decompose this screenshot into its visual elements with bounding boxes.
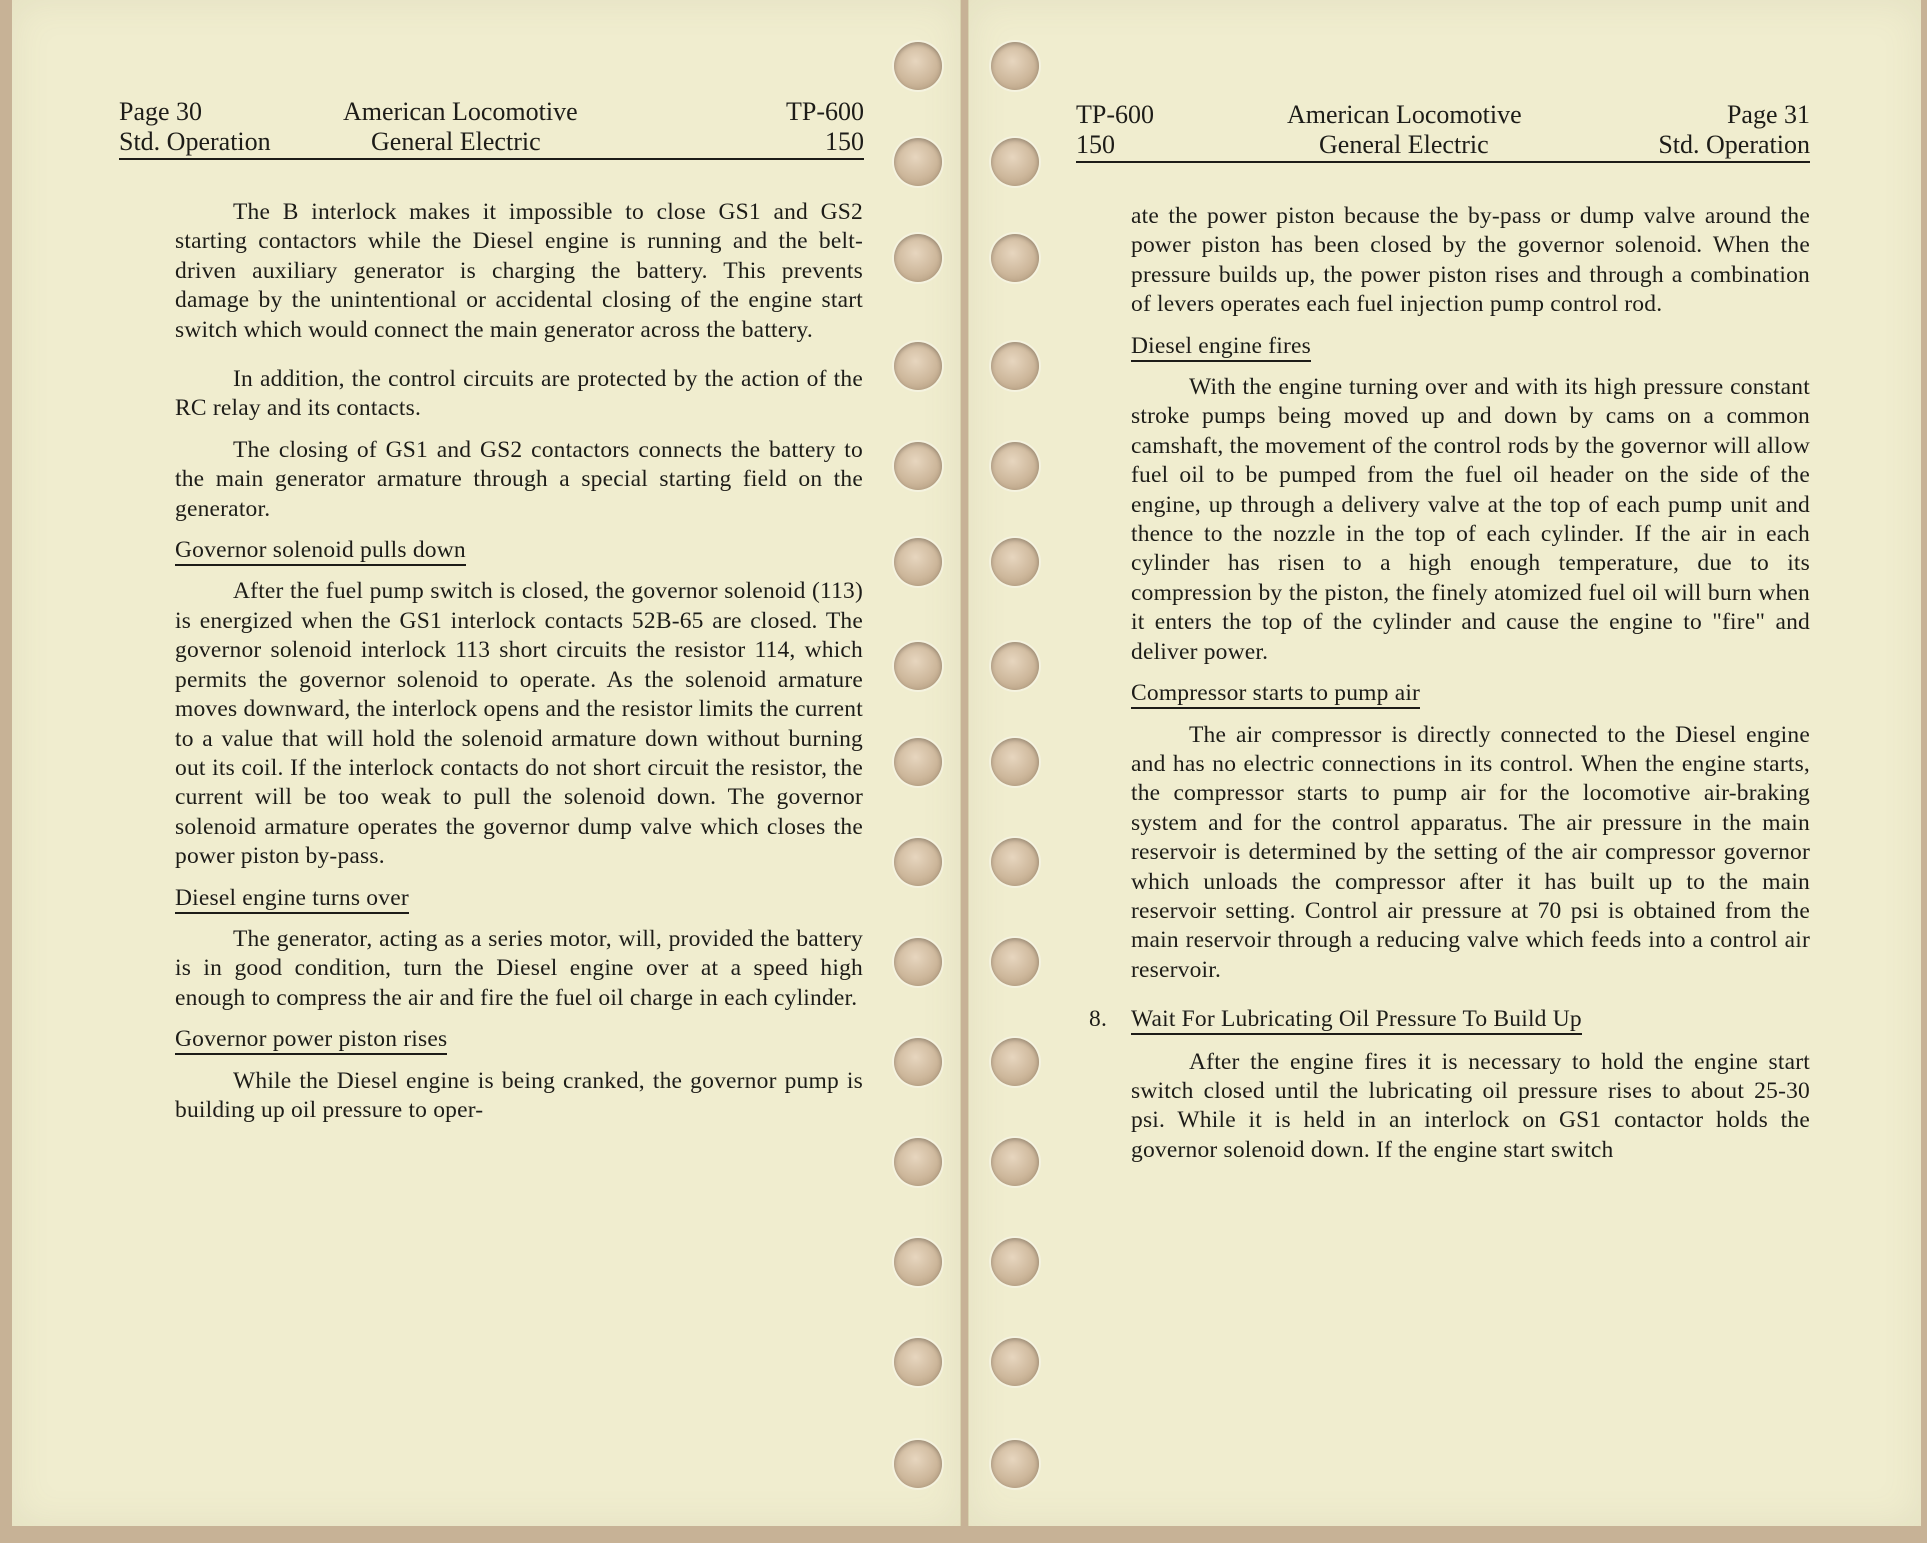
left-header-section: Std. Operation bbox=[119, 127, 271, 156]
binding-hole bbox=[991, 42, 1039, 90]
binding-hole bbox=[991, 1238, 1039, 1286]
right-header-section: Std. Operation bbox=[1658, 130, 1810, 159]
binding-hole bbox=[894, 342, 942, 390]
right-heading-compressor: Compressor starts to pump air bbox=[1131, 679, 1810, 708]
right-paragraph-3: The air compressor is directly connected to the Diesel engine and has no electric connections in its control. When the engine starts, the compressor starts to pump air for the locomotive air-braking system and for the control apparatus. The air pressure in the main reservoir is determined by the setting of the air compressor governor which unloads the compressor after it has built up to the main reservoir setting. Control air pressure at 70 psi is obtained from the main reservoir through a reducing valve which feeds into a control air reservoir. bbox=[1131, 721, 1810, 983]
binding-hole bbox=[894, 1440, 942, 1488]
right-header-title: American Locomotive bbox=[1287, 100, 1522, 129]
binding-hole bbox=[894, 138, 942, 186]
left-page-number: Page 30 bbox=[119, 97, 203, 126]
binding-hole bbox=[894, 538, 942, 586]
left-header-rule bbox=[119, 158, 864, 160]
left-heading-power-piston: Governor power piston rises bbox=[175, 1025, 863, 1054]
left-binding-holes bbox=[884, 0, 954, 1526]
left-heading-governor-solenoid: Governor solenoid pulls down bbox=[175, 536, 863, 565]
binding-hole bbox=[894, 442, 942, 490]
right-header-doc-number: TP-600 bbox=[1076, 100, 1154, 129]
right-header-subtitle: General Electric bbox=[1319, 130, 1489, 159]
right-header-rule bbox=[1076, 161, 1810, 163]
binding-hole bbox=[991, 738, 1039, 786]
binding-hole bbox=[894, 234, 942, 282]
left-paragraph-1: The B interlock makes it impossible to close GS1 and GS2 starting contactors while the Diesel engine is running and the belt-driven auxiliary generator is charging the battery. This prevents damage by the unintentional or accidental closing of the engine start switch which would connect the main generator across the battery. bbox=[175, 199, 863, 343]
left-page bbox=[12, 0, 961, 1526]
right-page-number: Page 31 bbox=[1726, 100, 1810, 129]
binding-hole bbox=[894, 642, 942, 690]
binding-hole bbox=[991, 138, 1039, 186]
right-page-body bbox=[1089, 202, 1810, 1165]
left-page-header bbox=[119, 97, 864, 157]
right-paragraph-2: With the engine turning over and with its high pressure constant stroke pumps being moved up and down by cams on a common camshaft, the movement of the control rods by the governor will allow fuel oil to be pumped from the fuel oil header on the side of the engine, up through a delivery valve at the top of each pump unit and thence to the nozzle in the top of each cylinder. If the air in each cylinder has risen to a high enough temperature, due to its compression by the piston, the finely atomized fuel oil will burn when it enters the top of the cylinder and cause the engine to "fire" and deliver power. bbox=[1131, 374, 1810, 665]
binding-hole bbox=[894, 1238, 942, 1286]
left-heading-engine-turns-over: Diesel engine turns over bbox=[175, 884, 863, 913]
left-paragraph-6: While the Diesel engine is being cranked, the governor pump is building up oil pressure to oper- bbox=[175, 1067, 863, 1123]
right-binding-holes bbox=[981, 0, 1051, 1526]
binding-hole bbox=[894, 938, 942, 986]
right-heading-number: 8. bbox=[1089, 1006, 1108, 1033]
left-page-body bbox=[175, 198, 863, 1125]
binding-hole bbox=[894, 738, 942, 786]
left-paragraph-3: The closing of GS1 and GS2 contactors connects the battery to the main generator armature through a special starting field on the generator. bbox=[175, 436, 863, 522]
binding-hole bbox=[991, 1440, 1039, 1488]
binding-hole bbox=[991, 838, 1039, 886]
left-header-subtitle: General Electric bbox=[371, 127, 541, 156]
right-header-doc-sub: 150 bbox=[1076, 130, 1115, 159]
left-header-doc-number: TP-600 bbox=[786, 97, 864, 126]
binding-hole bbox=[991, 1338, 1039, 1386]
right-paragraph-1: ate the power piston because the by-pass or dump valve around the power piston has been closed by the governor solenoid. When the pressure builds up, the power piston rises and through a combination of levers operates each fuel injection pump control rod. bbox=[1131, 203, 1810, 318]
binding-hole bbox=[991, 938, 1039, 986]
left-header-doc-sub: 150 bbox=[825, 127, 864, 156]
binding-hole bbox=[991, 234, 1039, 282]
binding-hole bbox=[991, 1138, 1039, 1186]
binding-hole bbox=[991, 538, 1039, 586]
binding-hole bbox=[894, 1038, 942, 1086]
binding-hole bbox=[894, 42, 942, 90]
right-heading-lube-oil-text: Wait For Lubricating Oil Pressure To Build Up bbox=[1131, 1006, 1582, 1035]
right-paragraph-4: After the engine fires it is necessary to hold the engine start switch closed until the lubricating oil pressure rises to about 25-30 psi. While it is held in an interlock on GS1 contactor holds the governor solenoid down. If the engine start switch bbox=[1131, 1048, 1810, 1163]
binding-hole bbox=[894, 1338, 942, 1386]
binding-hole bbox=[991, 342, 1039, 390]
left-paragraph-5: The generator, acting as a series motor, will, provided the battery is in good condition, turn the Diesel engine over at a speed high enough to compress the air and fire the fuel oil charge in each cylinder. bbox=[175, 925, 863, 1011]
right-heading-engine-fires: Diesel engine fires bbox=[1131, 332, 1810, 361]
right-heading-lube-oil bbox=[1089, 1005, 1810, 1035]
binding-hole bbox=[991, 642, 1039, 690]
binding-hole bbox=[991, 1038, 1039, 1086]
right-page-header bbox=[1076, 100, 1810, 160]
binding-hole bbox=[991, 442, 1039, 490]
left-paragraph-2: In addition, the control circuits are protected by the action of the RC relay and its contacts. bbox=[175, 366, 863, 422]
left-paragraph-4: After the fuel pump switch is closed, the governor solenoid (113) is energized when the GS1 interlock contacts 52B-65 are closed. The governor solenoid interlock 113 short circuits the resistor 114, which permits the governor solenoid to operate. As the solenoid armature moves downward, the interlock opens and the resistor limits the current to a value that will hold the solenoid armature down without burning out its coil. If the interlock contacts do not short circuit the resistor, the current will be too weak to pull the solenoid down. The governor solenoid armature operates the governor dump valve which closes the power piston by-pass. bbox=[175, 578, 863, 870]
binding-hole bbox=[894, 1138, 942, 1186]
binding-hole bbox=[894, 838, 942, 886]
right-page bbox=[968, 0, 1921, 1526]
left-header-title: American Locomotive bbox=[343, 97, 578, 126]
